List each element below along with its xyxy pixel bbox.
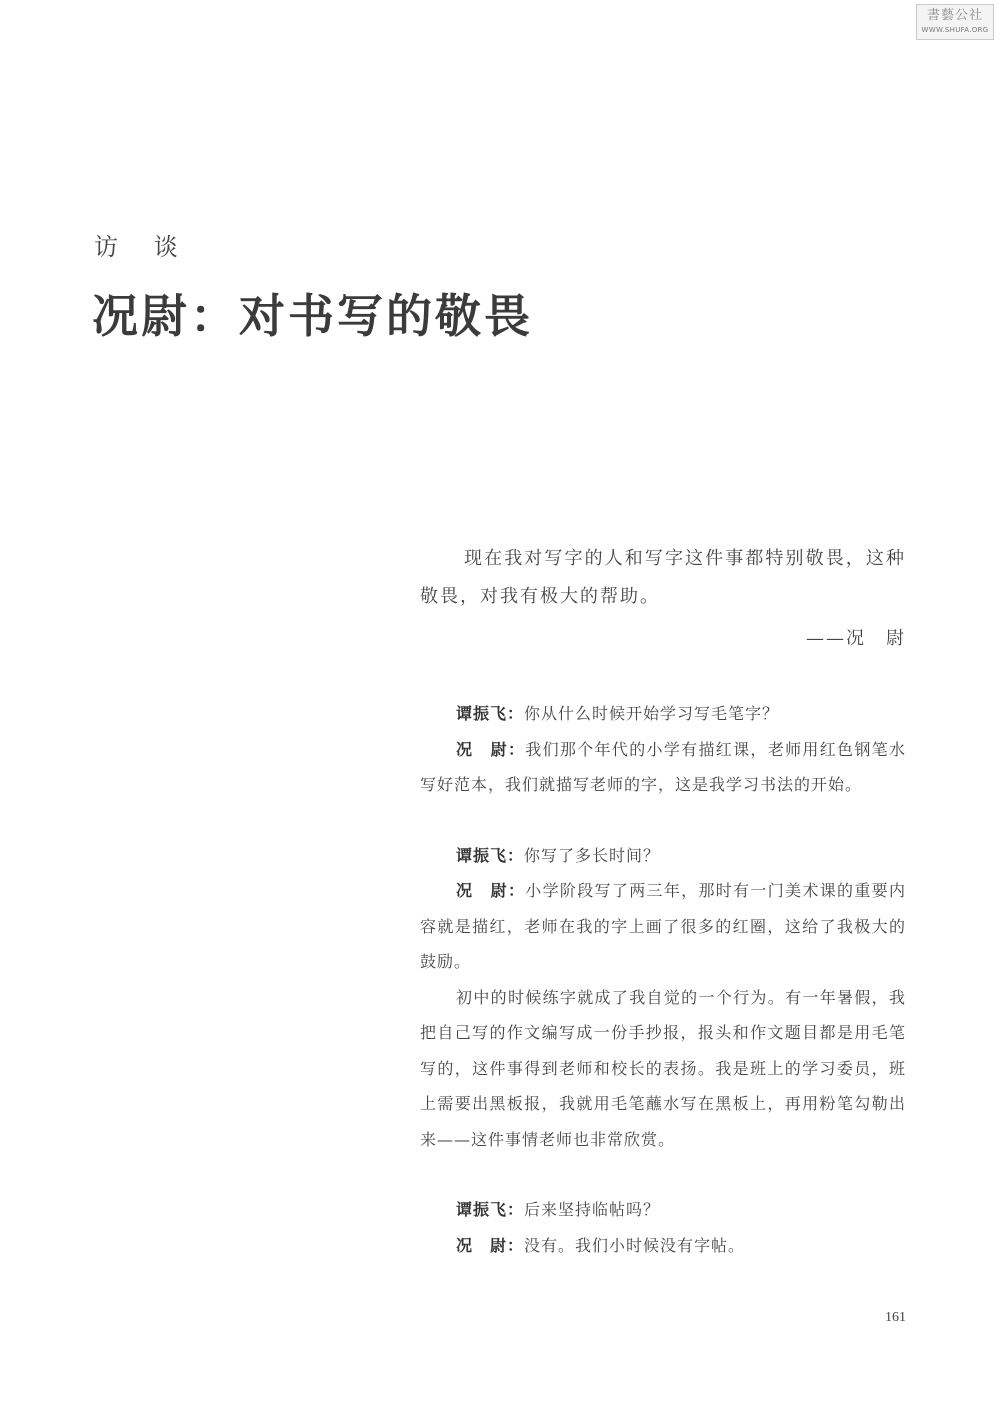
interview-question (420, 696, 906, 732)
epigraph-text: 现在我对写字的人和写字这件事都特别敬畏，这种敬畏，对我有极大的帮助。 (420, 548, 906, 607)
dialogue-text: 你从什么时候开始学习写毛笔字？ (524, 704, 780, 723)
interview-answer (420, 732, 906, 803)
interview-question (420, 1192, 906, 1228)
speaker-label: 谭振飞： (456, 845, 525, 865)
watermark-logo: 書藝公社 (926, 8, 983, 23)
dialogue-text: 初中的时候练字就成了我自觉的一个行为。有一年暑假，我把自己写的作文编写成一份手抄报，报头和作文题目都是用毛笔写的，这件事得到老师和校长的表扬。我是班上的学习委员，班上需要出黑板报，我就用毛笔蘸水写在黑板上，再用粉笔勾勒出来——这件事情老师也非常欣赏。 (420, 987, 906, 1149)
epigraph-attribution: ——况 尉 (806, 628, 906, 649)
speaker-label: 况 尉： (456, 881, 526, 900)
interview-answer (420, 873, 906, 980)
section-label: 访 谈 (94, 233, 192, 261)
interview-answer (420, 1228, 906, 1264)
dialogue-text: 没有。我们小时候没有字帖。 (524, 1235, 746, 1255)
page-number: 161 (885, 1310, 906, 1325)
dialogue-text: 你写了多长时间？ (524, 845, 661, 865)
watermark-url: WWW.SHUFA.ORG (921, 26, 989, 34)
speaker-label: 况 尉： (456, 739, 526, 759)
dialogue-text: 小学阶段写了两三年，那时有一门美术课的重要内容就是描红，老师在我的字上画了很多的红圈，这给了我极大的鼓励。 (420, 881, 906, 971)
speaker-label: 况 尉： (456, 1235, 525, 1255)
page-title: 况尉：对书写的敬畏 (92, 289, 533, 343)
epigraph-quote (420, 540, 906, 616)
interview-body (420, 696, 906, 1263)
dialogue-text: 我们那个年代的小学有描红课，老师用红色钢笔水写好范本，我们就描写老师的字，这是我学习书法的开始。 (420, 739, 906, 794)
interview-answer-continued (420, 980, 906, 1158)
interview-question (420, 838, 906, 874)
speaker-label: 谭振飞： (456, 1200, 525, 1219)
dialogue-text: 后来坚持临帖吗？ (524, 1200, 661, 1219)
speaker-label: 谭振飞： (456, 704, 525, 723)
site-watermark (916, 4, 994, 40)
